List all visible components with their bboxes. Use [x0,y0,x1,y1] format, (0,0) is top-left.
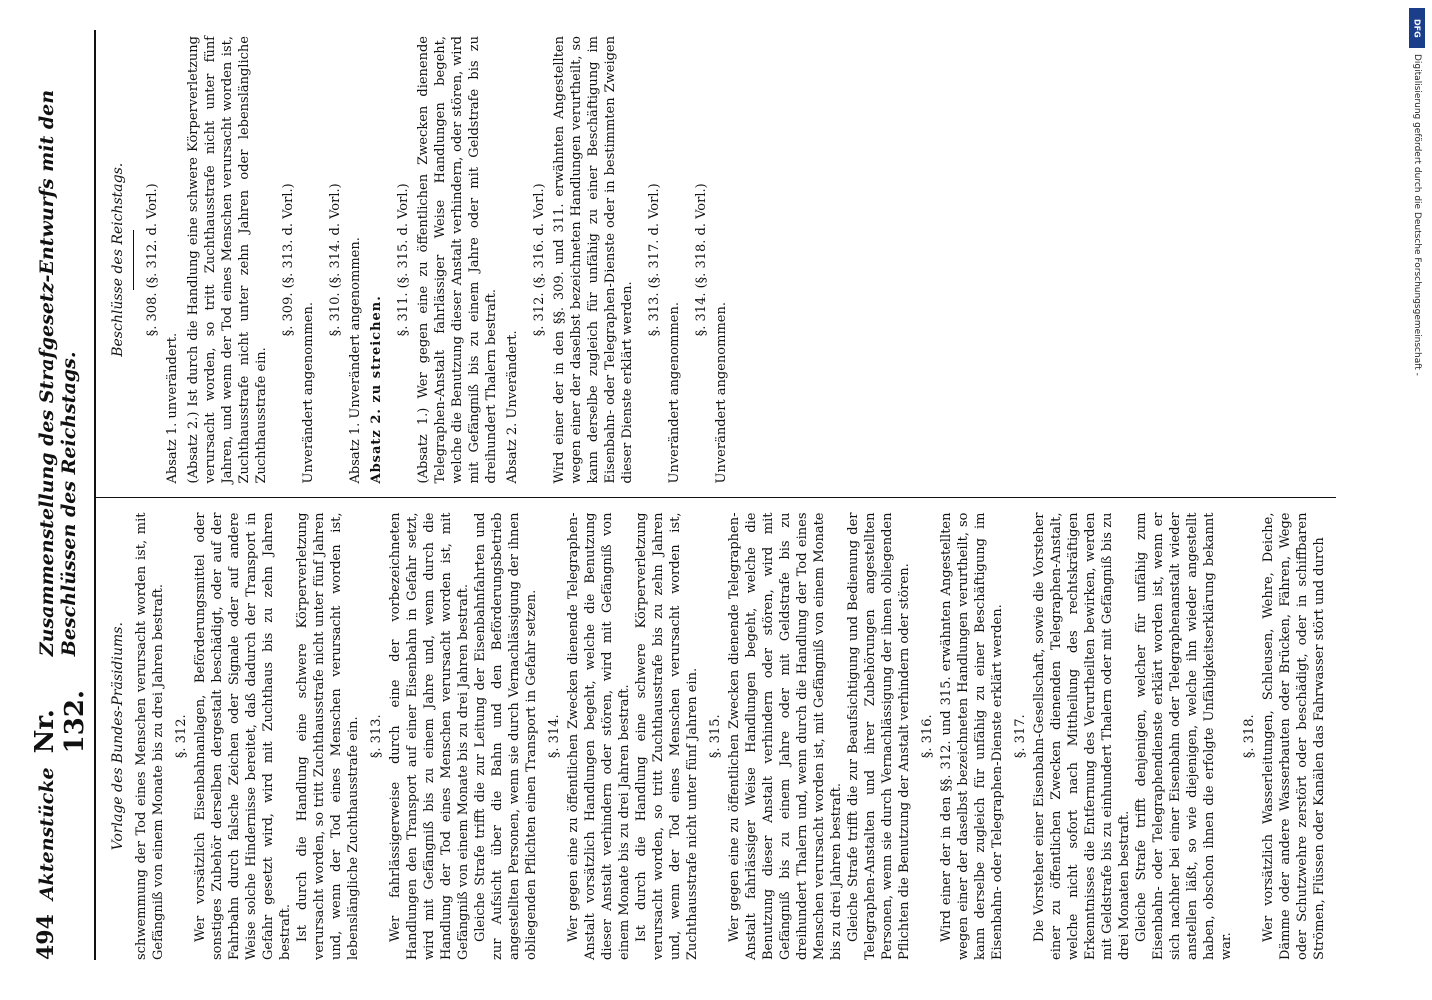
section-text: Wer gegen eine zu öffentlichen Zwecken dienende Telegraphen-Anstalt fahrlässiger Weise Handlungen begeht, welche die Benutzung dieser Anstalt verhindern oder stören, wird mit Gefängniß bis zu einem Jahre oder mit Geldstrafe bis zu dreihundert Thalern und, wenn durch die Handlung der Tod eines Menschen verursacht worden ist, mit Gefängniß von einem Monate bis zu drei Jahren bestraft. [727,512,844,960]
section-314 [546,513,701,961]
section-text: Wer fahrlässigerweise durch eine der vorbezeichneten Handlungen den Transport auf einer Eisenbahn in Gefahr setzt, wird mit Gefängniß bis zu einem Jahre und, wenn durch die Handlung der Tod eines Menschen verursacht worden ist, mit Gefängniß von einem Monate bis zu drei Jahren bestraft. [388,512,471,960]
page-header [30,30,96,960]
page-title: Zusammenstellung des Strafgesetz-Entwurfs mit den Beschlüssen des Reichstags. [36,89,80,657]
section-313 [368,513,540,961]
left-column [96,499,1336,961]
section-text: Wer vorsätzlich Wasserleitungen, Schleusen, Wehre, Deiche, Dämme oder andere Wasserbauten oder Brücken, Fähren, Wege oder Schutzwehre zerstört oder beschädigt, oder in schiffbaren Strömen, Flüssen oder Kanälen das Fahrwasser stört und durch [1261,512,1327,960]
resolution-line: (Absatz 2.) Ist durch die Handlung eine schwere Körperverletzung verursacht worden, so tritt Zuchthausstrafe nicht unter fünf Jahren, und wenn der Tod eines Menschen verursacht worden ist, Zuchthausstrafe nicht unter zehn Jahren oder lebenslängliche Zuchthausstrafe ein. [186,36,269,484]
dfg-logo-icon: DFG [1409,8,1425,48]
right-column [96,30,1336,499]
resolution-label: §. 310. (§. 314. d. Vorl.) [328,183,343,337]
section-label: §. 314. [547,714,562,759]
section-316 [919,513,1006,961]
right-column-heading: Beschlüsse des Reichstags. [110,162,126,357]
resolution-line: Wird einer der in den §§. 309. und 311. erwähnten Angestellten wegen einer der daselbst bezeichneten Handlungen verurtheilt, so kann derselbe zugleich für unfähig zu einer Beschäftigung im Eisenbahn- oder Telegraphen-Dienste oder in bestimmten Zweigen dieser Dienste erklärt werden. [552,36,635,484]
digitization-credit: Digitalisierung gefördert durch die Deutsche Forschungsgemeinschaft - [1412,54,1422,376]
section-312 [173,513,362,961]
resolution-label: §. 313. (§. 317. d. Vorl.) [647,183,662,337]
left-column-heading: Vorlage des Bundes-Präsidiums. [110,622,126,851]
resolution-309 [280,36,317,484]
section-text-2: Gleiche Strafe trifft die zur Beaufsichtigung und Bedienung der Telegraphen-Anstalten und ihrer Zubehörungen angestellten Personen, wenn sie durch Vernachlässigung der ihnen obliegenden Pflichten die Benutzung der Anstalt verhindern oder stören. [846,512,912,960]
section-label: §. 313. [369,714,384,759]
resolution-312 [531,36,636,484]
section-text: Wer vorsätzlich Eisenbahnanlagen, Beförderungsmittel oder sonstiges Zubehör derselben dergestalt beschädigt, oder auf der Fahrbahn durch falsche Zeichen oder Signale oder auf andere Weise solche Hindernisse bereitet, daß dadurch der Transport in Gefahr gesetzt wird, wird mit Zuchthaus bis zu zehn Jahren bestraft. [193,512,293,960]
resolution-314 [693,36,730,484]
section-label: §. 312. [174,714,189,759]
resolution-label: §. 311. (§. 315. d. Vorl.) [396,183,411,337]
page-number: 494 [33,914,59,960]
resolution-label: §. 314. (§. 318. d. Vorl.) [694,183,709,337]
resolution-label: §. 309. (§. 313. d. Vorl.) [281,183,296,337]
resolution-310 [327,36,385,484]
resolution-line: Absatz 2. zu streichen. [369,295,384,484]
resolution-label: §. 308. (§. 312. d. Vorl.) [145,183,160,337]
resolution-313 [646,36,683,484]
resolution-line: Absatz 1. unverändert. [165,332,180,484]
document-number: Nr. 132. [30,690,90,754]
section-317 [1012,513,1235,961]
two-column-body [96,30,1336,960]
section-label: §. 318. [1242,714,1257,759]
section-318 [1241,513,1328,961]
resolution-label: §. 312. (§. 316. d. Vorl.) [532,183,547,337]
section-text-2: Ist durch die Handlung eine schwere Körperverletzung verursacht worden, so tritt Zuchthausstrafe bis zu zehn Jahren und, wenn der Tod eines Menschen verursacht worden ist, Zuchthausstrafe nicht unter fünf Jahren ein. [634,512,700,960]
resolution-line: Absatz 1. Unverändert angenommen. [348,237,363,484]
section-text-2: Ist durch die Handlung eine schwere Körperverletzung verursacht worden, so tritt Zuchthausstrafe nicht unter fünf Jahren und, wenn der Tod eines Menschen verursacht worden ist, lebenslängliche Zuchthausstrafe ein. [295,512,361,960]
section-315 [707,513,913,961]
heading-divider [133,230,134,290]
section-text-2: Gleiche Strafe trifft die zur Leitung der Eisenbahnfahrten und zur Aufsicht über die Bahn und den Beförderungsbetrieb angestellten Personen, wenn sie durch Vernachlässigung der ihnen obliegenden Pflichten einen Transport in Gefahr setzen. [473,512,539,960]
resolution-line: Unverändert angenommen. [667,302,682,484]
header-prefix: Aktenstücke [36,767,58,901]
digitization-stamp [1408,8,1426,992]
section-label: §. 317. [1013,714,1028,759]
resolution-line: Unverändert angenommen. [714,302,729,484]
section-text: Wer gegen eine zu öffentlichen Zwecken dienende Telegraphen-Anstalt vorsätzlich Handlungen begeht, welche die Benutzung dieser Anstalt verhindern oder stören, wird mit Gefängniß von einem Monate bis zu drei Jahren bestraft. [566,512,632,960]
left-intro-text: schwemmung der Tod eines Menschen verursacht worden ist, mit Gefängniß von einem Monate bis zu drei Jahren bestraft. [134,512,166,960]
resolution-308 [144,36,270,484]
resolution-line: Unverändert angenommen. [301,302,316,484]
section-label: §. 316. [920,714,935,759]
section-text: Die Vorsteher einer Eisenbahn-Gesellschaft, sowie die Vorsteher einer zu öffentlichen Zwecken dienenden Telegraphen-Anstalt, welche nicht sofort nach Mittheilung des rechtskräftigen Erkenntnisses die Entfernung des Verurtheilten bewirken, werden mit Geldstrafe bis zu einhundert Thalern oder mit Gefängniß bis zu drei Monaten bestraft. [1032,512,1132,960]
section-text: Wird einer der in den §§. 312. und 315. erwähnten Angestellten wegen einer der daselbst bezeichneten Handlungen verurtheilt, so kann derselbe zugleich für unfähig zu einer Beschäftigung im Eisenbahn- oder Telegraphen-Dienste erklärt werden. [939,512,1005,960]
resolution-line: Absatz 2. Unverändert. [505,330,520,484]
section-label: §. 315. [708,714,723,759]
resolution-line: (Absatz 1.) Wer gegen eine zu öffentlichen Zwecken dienende Telegraphen-Anstalt fahrlässiger Weise Handlungen begeht, welche die Benutzung dieser Anstalt verhindern, oder stören, wird mit Gefängniß bis zu einem Jahre oder mit Geldstrafe bis zu dreihundert Thalern bestraft. [416,36,499,484]
resolution-311 [395,36,521,484]
section-text-2: Gleiche Strafe trifft denjenigen, welcher für unfähig zum Eisenbahn- oder Telegraphendienste erklärt worden ist, wenn er sich nachher bei einer Eisenbahn oder Telegraphenanstalt wieder anstellen läßt, so wie diejenigen, welche ihn wieder angestellt haben, obschon ihnen die erfolgte Unfähigkeitserklärung bekannt war. [1134,512,1234,960]
